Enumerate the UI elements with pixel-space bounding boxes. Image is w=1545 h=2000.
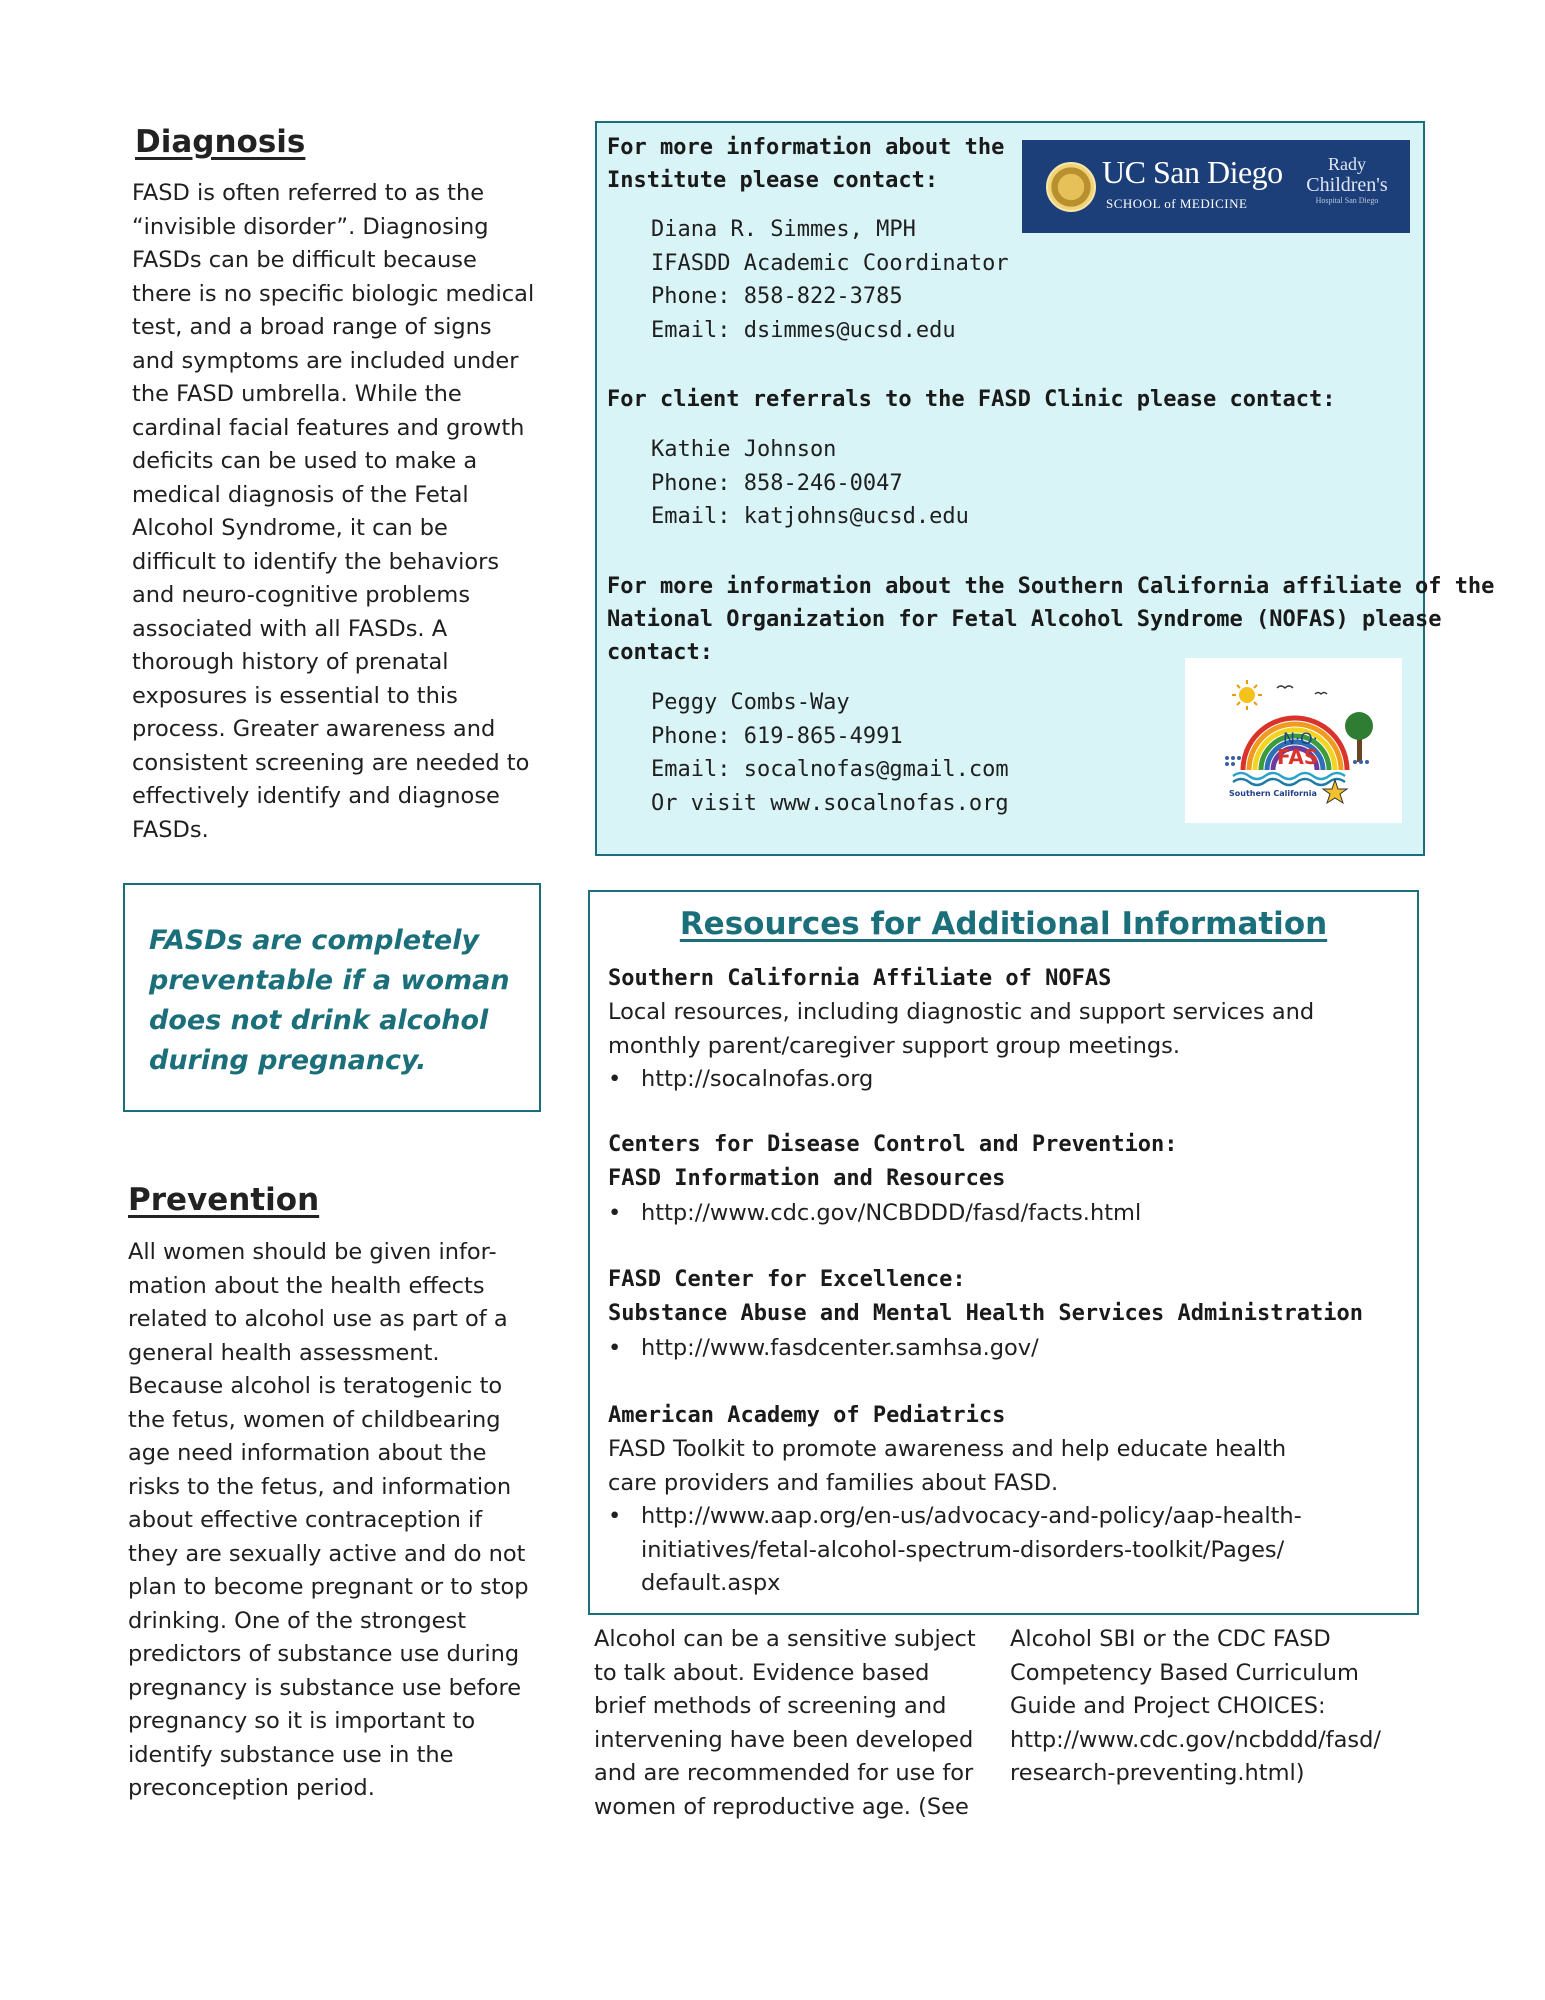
ucsd-seal-icon [1046, 162, 1096, 212]
nofas-heading [607, 570, 1494, 669]
prevention-line: plan to become pregnant or to stop [128, 1574, 529, 1600]
contact-name: Peggy Combs-Way [651, 690, 850, 715]
diagnosis-line: and symptoms are included under [132, 347, 519, 374]
prevention-line: pregnancy so it is important to [128, 1708, 476, 1734]
footer-line[interactable]: research-preventing.html) [1010, 1760, 1305, 1786]
bullet: • [608, 1066, 622, 1092]
footer-line: Competency Based Curriculum [1010, 1659, 1359, 1686]
resource-link[interactable]: http://socalnofas.org [641, 1066, 874, 1092]
prevention-line: they are sexually active and do not [128, 1540, 526, 1567]
contact-name: Diana R. Simmes, MPH [651, 217, 916, 242]
resource-link[interactable] [641, 1500, 1401, 1601]
ucsd-logo-name: UC San Diego [1102, 154, 1283, 190]
resource-heading [608, 1128, 1178, 1195]
bullet: • [608, 1503, 622, 1529]
resource-description [608, 1433, 1286, 1500]
prevention-line: identify substance use in the [128, 1741, 454, 1768]
nofas-logo [1185, 658, 1402, 823]
footer-line: to talk about. Evidence based [594, 1659, 930, 1686]
diagnosis-line: FASDs can be difficult because [132, 247, 477, 273]
diagnosis-line: the FASD umbrella. While the [132, 381, 462, 407]
resource-heading-line: Substance Abuse and Mental Health Services Administration [608, 1300, 1363, 1326]
contact-title: IFASDD Academic Coordinator [651, 250, 1009, 276]
footer-right-text [1010, 1623, 1430, 1791]
diagnosis-line: “invisible disorder”. Diagnosing [132, 213, 489, 240]
contact-email: Email: socalnofas@gmail.com [651, 757, 1009, 782]
resource-description-line: Local resources, including diagnostic and support services and [608, 999, 1315, 1025]
ucsd-rady-logo [1022, 140, 1410, 233]
footer-line[interactable]: http://www.cdc.gov/ncbddd/fasd/ [1010, 1726, 1381, 1753]
nofas-heading-line: contact: [607, 640, 713, 665]
contact-box [595, 121, 1495, 856]
rady-logo [1292, 154, 1402, 206]
prevention-line: All women should be given infor- [128, 1239, 497, 1265]
footer-line: women of reproductive age. (See [594, 1793, 969, 1820]
diagnosis-line: difficult to identify the behaviors [132, 548, 500, 575]
clinic-contact [651, 433, 969, 534]
diagnosis-line: associated with all FASDs. A [132, 615, 448, 642]
pull-quote-text: FASDs are completely preventable if a woman does not drink alcohol during pregnancy. [149, 925, 510, 1076]
nofas-logo-fas: FAS [1277, 745, 1319, 769]
prevention-line: related to alcohol use as part of a [128, 1306, 508, 1332]
diagnosis-line: consistent screening are needed to [132, 749, 530, 776]
footer-left-text [594, 1623, 994, 1824]
nofas-heading-line: National Organization for Fetal Alcohol Syndrome (NOFAS) please [607, 607, 1442, 632]
resource-link-item [608, 1197, 1401, 1231]
diagnosis-line: FASDs. [132, 816, 209, 843]
rady-logo-line: Children's [1306, 174, 1388, 196]
resource-heading-line: FASD Center for Excellence: [608, 1267, 966, 1292]
rady-logo-line: Hospital San Diego [1315, 196, 1379, 205]
footer-line: Alcohol SBI or the CDC FASD [1010, 1626, 1331, 1652]
bullet: • [608, 1200, 622, 1226]
diagnosis-line: exposures is essential to this [132, 682, 458, 709]
diagnosis-line: medical diagnosis of the Fetal [132, 481, 469, 508]
contact-name: Kathie Johnson [651, 437, 837, 462]
resource-link-line[interactable]: http://www.aap.org/en-us/advocacy-and-policy/aap-health- [641, 1503, 1302, 1529]
diagnosis-line: thorough history of prenatal [132, 649, 449, 675]
contact-phone: Phone: 858-246-0047 [651, 470, 903, 496]
footer-line: intervening have been developed [594, 1726, 974, 1753]
diagnosis-line: cardinal facial features and growth [132, 414, 525, 441]
pull-quote-box [123, 883, 541, 1112]
prevention-line: pregnancy is substance use before [128, 1674, 522, 1701]
resource-link[interactable]: http://www.fasdcenter.samhsa.gov/ [641, 1335, 1039, 1361]
footer-line: Guide and Project CHOICES: [1010, 1693, 1326, 1719]
diagnosis-line: process. Greater awareness and [132, 716, 496, 742]
prevention-line: general health assessment. [128, 1339, 440, 1366]
resource-description-line: FASD Toolkit to promote awareness and help educate health [608, 1436, 1287, 1462]
resource-description-line: care providers and families about FASD. [608, 1469, 1059, 1496]
prevention-title: Prevention [128, 1182, 320, 1218]
resources-box [588, 890, 1419, 1615]
resource-link[interactable]: http://www.cdc.gov/NCBDDD/fasd/facts.html [641, 1200, 1142, 1226]
prevention-line: about effective contraception if [128, 1507, 483, 1533]
resource-heading-line: FASD Information and Resources [608, 1165, 1006, 1191]
contact-email: Email: dsimmes@ucsd.edu [651, 317, 956, 343]
prevention-line: preconception period. [128, 1775, 375, 1801]
diagnosis-line: deficits can be used to make a [132, 448, 478, 474]
footer-line: Alcohol can be a sensitive subject [594, 1626, 976, 1652]
resource-heading: Southern California Affiliate of NOFAS [608, 966, 1112, 991]
prevention-line: drinking. One of the strongest [128, 1607, 467, 1634]
footer-line: and are recommended for use for [594, 1760, 974, 1786]
prevention-line: predictors of substance use during [128, 1641, 520, 1667]
nofas-logo-letters: N·O· [1283, 729, 1318, 748]
prevention-body [128, 1236, 568, 1806]
resource-heading-line: Centers for Disease Control and Prevention: [608, 1132, 1178, 1157]
prevention-line: risks to the fetus, and information [128, 1473, 512, 1500]
diagnosis-body [132, 177, 562, 847]
diagnosis-line: there is no specific biologic medical [132, 280, 535, 307]
institute-contact [651, 213, 1009, 347]
resource-link-line[interactable]: default.aspx [641, 1570, 781, 1596]
diagnosis-line: effectively identify and diagnose [132, 783, 500, 809]
resource-link-item [608, 1332, 1401, 1366]
resource-heading: American Academy of Pediatrics [608, 1403, 1006, 1428]
rady-logo-line: Rady [1328, 154, 1366, 174]
nofas-logo-art-icon [1185, 658, 1402, 823]
diagnosis-line: test, and a broad range of signs [132, 314, 492, 340]
prevention-line: age need information about the [128, 1440, 487, 1466]
diagnosis-line: Alcohol Syndrome, it can be [132, 515, 448, 541]
clinic-heading: For client referrals to the FASD Clinic please contact: [607, 387, 1336, 412]
diagnosis-line: and neuro-cognitive problems [132, 582, 471, 608]
nofas-heading-line: For more information about the Southern California affiliate of the [607, 574, 1495, 599]
resource-description-line: monthly parent/caregiver support group meetings. [608, 1032, 1181, 1059]
contact-email: Email: katjohns@ucsd.edu [651, 504, 969, 529]
ucsd-logo-school: SCHOOL of MEDICINE [1106, 196, 1248, 211]
nofas-logo-caption: Southern California [1229, 789, 1317, 798]
resource-heading [608, 1263, 1363, 1330]
bullet: • [608, 1335, 622, 1361]
institute-heading [607, 131, 1004, 197]
diagnosis-line: FASD is often referred to as the [132, 180, 485, 206]
contact-website: Or visit www.socalnofas.org [651, 790, 1009, 816]
footer-line: brief methods of screening and [594, 1693, 947, 1719]
institute-heading-line: For more information about the [607, 135, 1005, 160]
institute-heading-line: Institute please contact: [607, 168, 939, 193]
resources-title: Resources for Additional Information [679, 906, 1328, 942]
resource-link-item [608, 1063, 1401, 1097]
nofas-contact [651, 686, 1009, 820]
resource-description [608, 996, 1314, 1063]
contact-phone: Phone: 858-822-3785 [651, 284, 903, 309]
resource-link-item [608, 1500, 1401, 1601]
prevention-line: Because alcohol is teratogenic to [128, 1373, 503, 1399]
prevention-line: the fetus, women of childbearing [128, 1406, 501, 1433]
diagnosis-title: Diagnosis [135, 124, 306, 160]
contact-phone: Phone: 619-865-4991 [651, 723, 903, 749]
prevention-line: mation about the health effects [128, 1272, 485, 1299]
resource-link-line[interactable]: initiatives/fetal-alcohol-spectrum-disorders-toolkit/Pages/ [641, 1536, 1285, 1563]
